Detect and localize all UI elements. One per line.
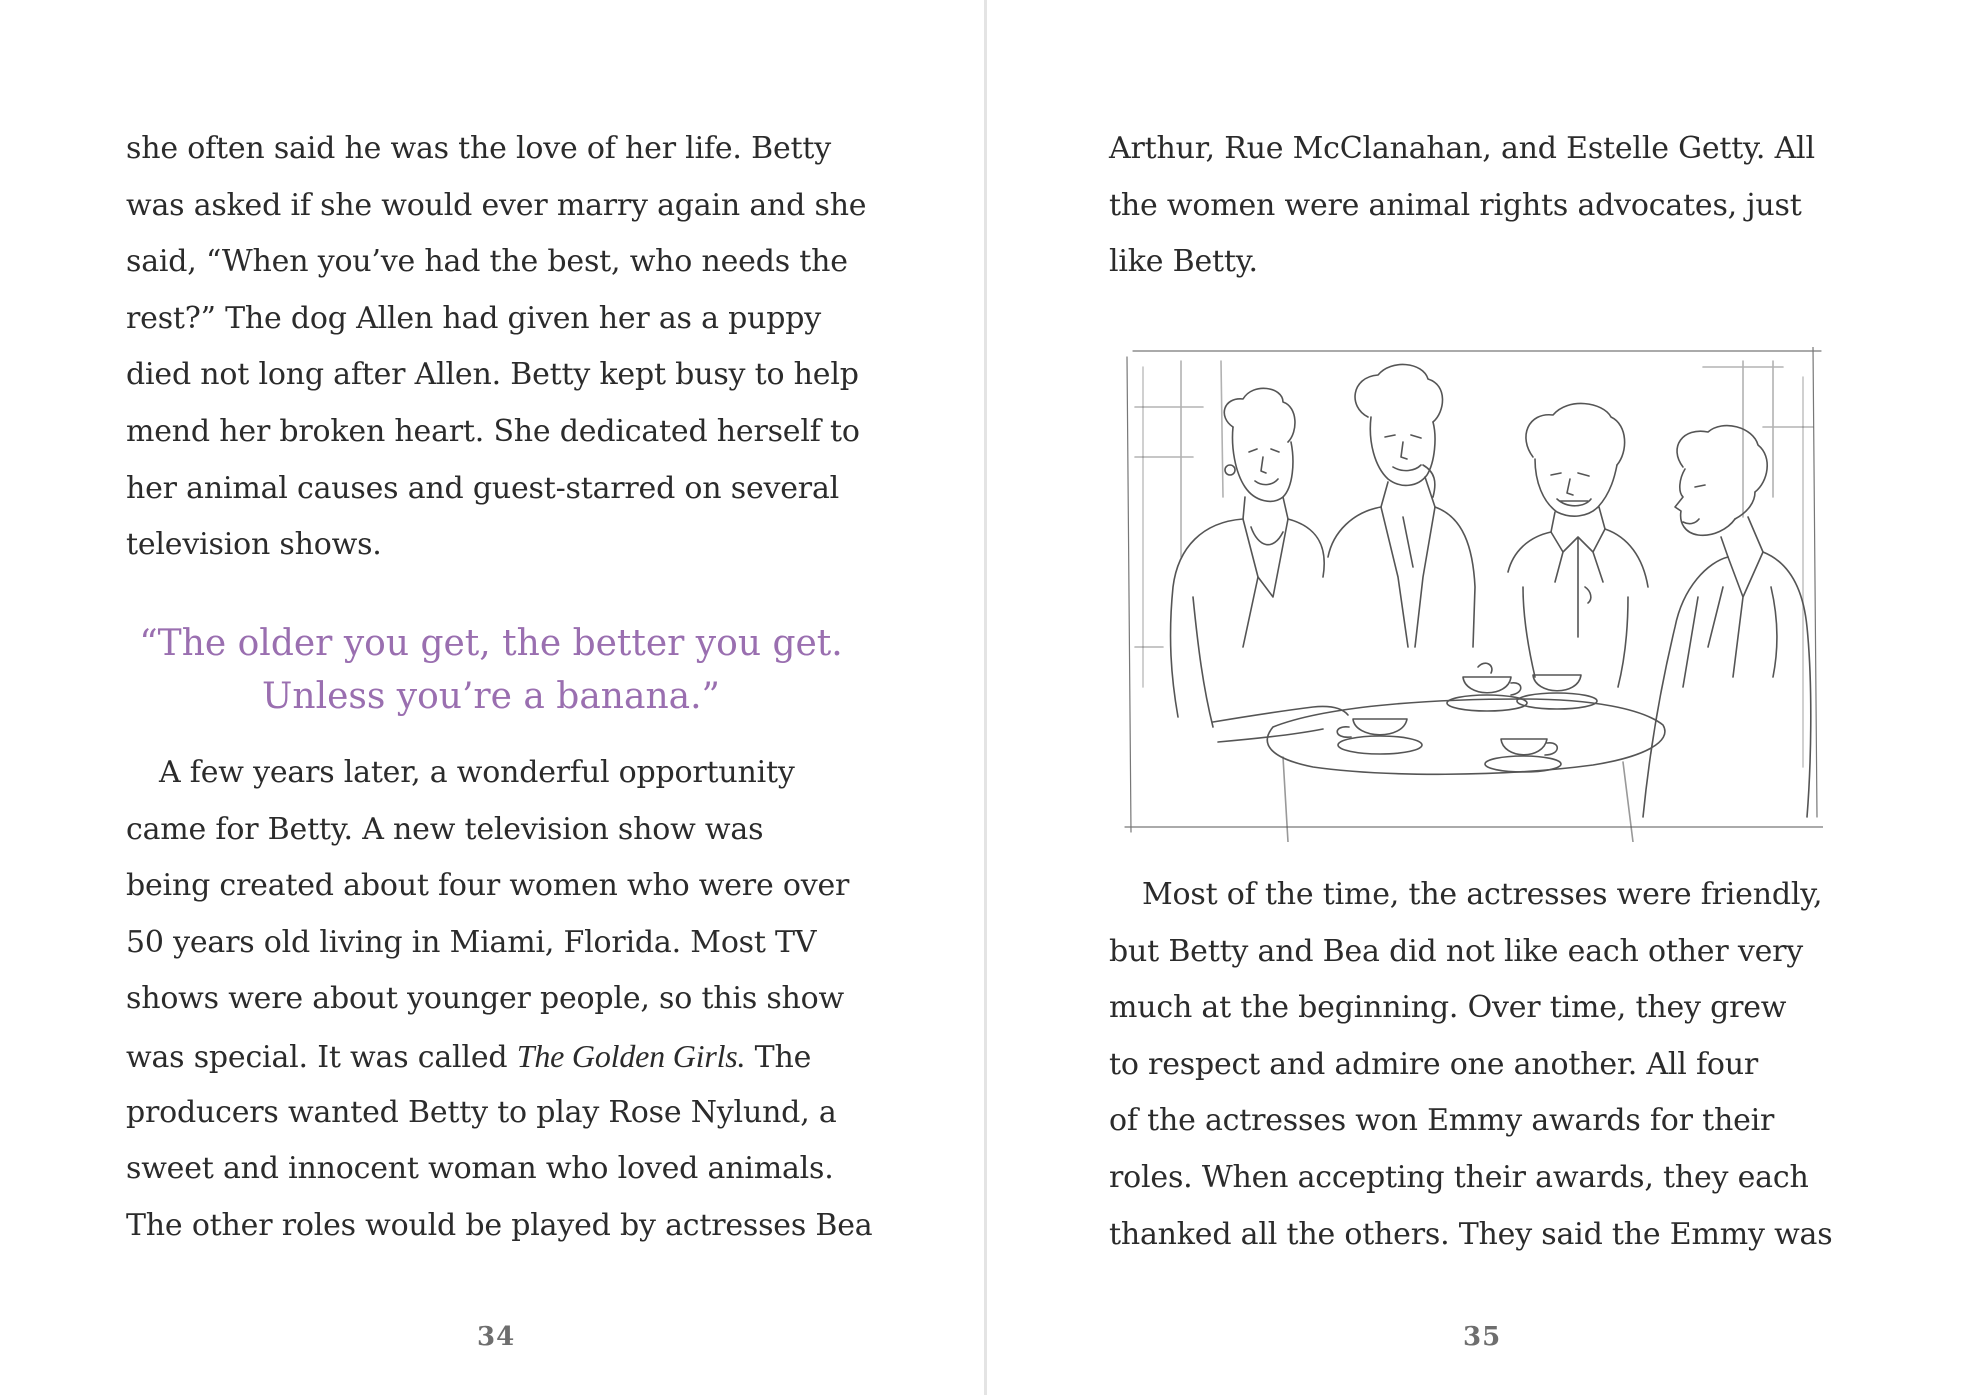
text-line: roles. When accepting their awards, they each [1109,1159,1809,1195]
text-line: came for Betty. A new television show was [126,811,764,847]
text-line: like Betty. [1109,244,1258,280]
text-fragment: The [745,1039,812,1075]
text-line: A few years later, a wonderful opportunity [159,755,795,790]
golden-girls-sketch-illustration [1123,347,1823,842]
text-line: Arthur, Rue McClanahan, and Estelle Getty. All [1109,131,1815,166]
text-line: but Betty and Bea did not like each other very [1109,933,1804,969]
text-line: much at the beginning. Over time, they grew [1109,990,1787,1026]
text-fragment: was special. It was called [126,1039,517,1075]
text-line: said, “When you’ve had the best, who needs the [126,244,848,280]
text-line: to respect and admire one another. All four [1109,1046,1759,1082]
text-line: producers wanted Betty to play Rose Nylund, a [126,1094,837,1130]
text-line: was asked if she would ever marry again and she [126,187,867,223]
text-line: mend her broken heart. She dedicated herself to [126,413,860,449]
text-line: shows were about younger people, so this show [126,981,845,1017]
left-paragraph-2 [126,745,872,1254]
text-line: her animal causes and guest-starred on several [126,470,840,506]
text-line-show-title [126,1028,872,1085]
right-paragraph-1 [1109,121,1815,291]
page-number: 35 [1463,1322,1502,1352]
text-line: of the actresses won Emmy awards for their [1109,1103,1775,1139]
text-line: died not long after Allen. Betty kept busy to help [126,357,859,393]
text-line: sweet and innocent woman who loved animals. [126,1151,834,1187]
left-paragraph-1 [126,121,866,574]
text-line: rest?” The dog Allen had given her as a puppy [126,300,821,336]
page-number: 34 [477,1322,516,1352]
left-page [0,0,984,1395]
pull-quote-line: “The older you get, the better you get. [139,623,843,664]
text-line: television shows. [126,527,382,563]
page-gutter [984,0,987,1395]
text-line: the women were animal rights advocates, just [1109,187,1802,223]
text-line: thanked all the others. They said the Emmy was [1109,1216,1833,1252]
pull-quote-line: Unless you’re a banana.” [262,676,720,717]
text-line: The other roles would be played by actresses Bea [126,1207,873,1243]
right-paragraph-2 [1109,867,1832,1263]
right-page [984,0,1969,1395]
text-line: she often said he was the love of her life. Betty [126,131,831,166]
pull-quote [126,617,856,723]
text-line: Most of the time, the actresses were friendly, [1142,877,1823,912]
text-line: 50 years old living in Miami, Florida. Most TV [126,924,817,960]
show-title: The Golden Girls. [516,1037,746,1074]
text-line: being created about four women who were over [126,868,850,904]
